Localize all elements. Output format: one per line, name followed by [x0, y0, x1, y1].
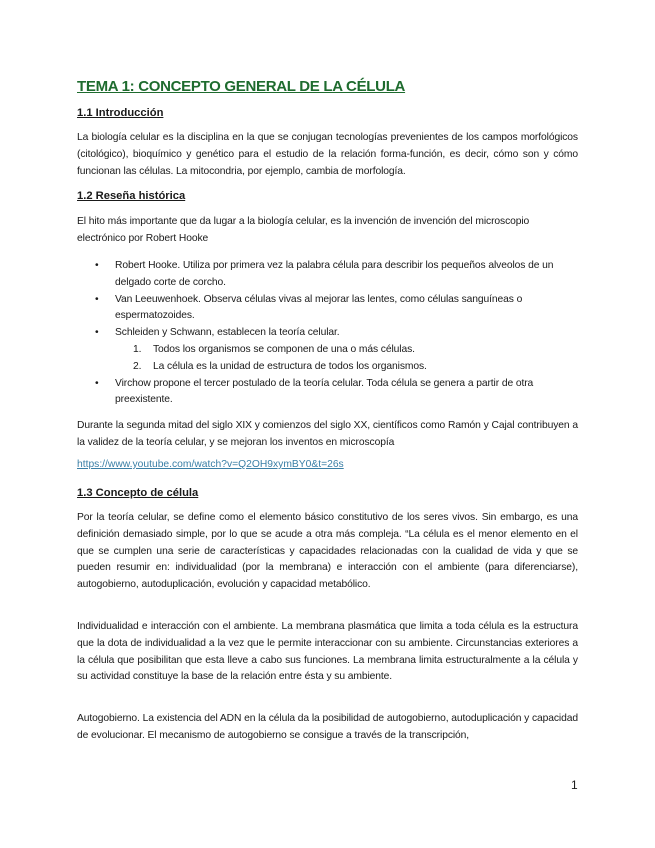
page-number: 1 — [571, 778, 578, 792]
history-bullet-list — [77, 258, 578, 409]
item-number: 2. — [133, 360, 142, 372]
section-heading-introduccion: 1.1 Introducción — [77, 107, 164, 119]
section-heading-concepto-celula: 1.3 Concepto de célula — [77, 487, 199, 499]
paragraph-resena-closing: Durante la segunda mitad del siglo XIX y comienzos del siglo XX, científicos como Ramón y Cajal contribuyen a la validez de la teoría celular, y se mejoran los inventos en microscopía — [77, 420, 578, 448]
list-item — [77, 325, 578, 375]
list-item-text: Van Leeuwenhoek. Observa células vivas al mejorar las lentes, como células sanguíneas o espermatozoides. — [115, 293, 523, 322]
list-item-text: Robert Hooke. Utiliza por primera vez la palabra célula para describir los pequeños alveolos de un delgado corte de corcho. — [115, 260, 554, 288]
paragraph-concepto-2: Individualidad e interacción con el ambiente. La membrana plasmática que limita a toda célula es la estructura que la dota de individualidad a la vez que le permite interaccionar con su ambiente. Circunstancias exteriores a la célula que posibilitan que esta lleve a cabo sus funciones. La membrana limita estructuralmente a la célula y su actividad constituye la base de la relación entre ésta y su ambiente. — [77, 621, 578, 683]
section-heading-resena-historica: 1.2 Reseña histórica — [77, 190, 186, 202]
list-item-text: Schleiden y Schwann, establecen la teoría celular. — [115, 327, 340, 339]
numbered-sublist — [133, 342, 578, 376]
numbered-item — [133, 359, 578, 376]
youtube-link[interactable]: https://www.youtube.com/watch?v=Q2OH9xymBY0&t=26s — [77, 459, 344, 470]
list-item — [77, 376, 578, 410]
document-title: TEMA 1: CONCEPTO GENERAL DE LA CÉLULA — [77, 78, 406, 95]
bullet-icon: • — [95, 260, 99, 271]
numbered-item-text: La célula es la unidad de estructura de todos los organismos. — [153, 360, 427, 372]
numbered-item — [133, 342, 578, 359]
bullet-icon: • — [95, 293, 99, 305]
paragraph-concepto-1: Por la teoría celular, se define como el elemento básico constitutivo de los seres vivos. Sin embargo, es una definición demasiado simple, por lo que se acude a otra más compleja. “La célula es el menor elemento en el que se cumplen una serie de características y capacidades relacionadas con la cualidad de vida y que se pueden resumir en: individualidad (por la membrana) e interacción con el ambiente (para diferenciarse), autogobierno, autoduplicación, evolución y capacidad metabólico. — [77, 512, 578, 591]
item-number: 1. — [133, 343, 142, 355]
list-item — [77, 292, 578, 326]
bullet-icon: • — [95, 327, 99, 339]
numbered-item-text: Todos los organismos se componen de una o más células. — [153, 343, 415, 355]
bullet-icon: • — [95, 377, 99, 389]
paragraph-introduccion: La biología celular es la disciplina en la que se conjugan tecnologías prevenientes de los campos morfológicos (citológico), bioquímico y genético para el estudio de la relación forma-función, es decir, cómo son y cómo funcionan las células. La mitocondria, por ejemplo, cambia de morfología. — [77, 132, 578, 177]
list-item-text: Virchow propone el tercer postulado de la teoría celular. Toda célula se genera a partir de otra preexistente. — [115, 377, 534, 406]
paragraph-resena-intro: El hito más importante que da lugar a la biología celular, es la invención de invención del microscopio electrónico por Robert Hooke — [77, 216, 530, 244]
paragraph-concepto-3: Autogobierno. La existencia del ADN en la célula da la posibilidad de autogobierno, autoduplicación y capacidad de evolucionar. El mecanismo de autogobierno se consigue a través de la transcripción, — [77, 713, 578, 741]
list-item — [77, 258, 578, 292]
